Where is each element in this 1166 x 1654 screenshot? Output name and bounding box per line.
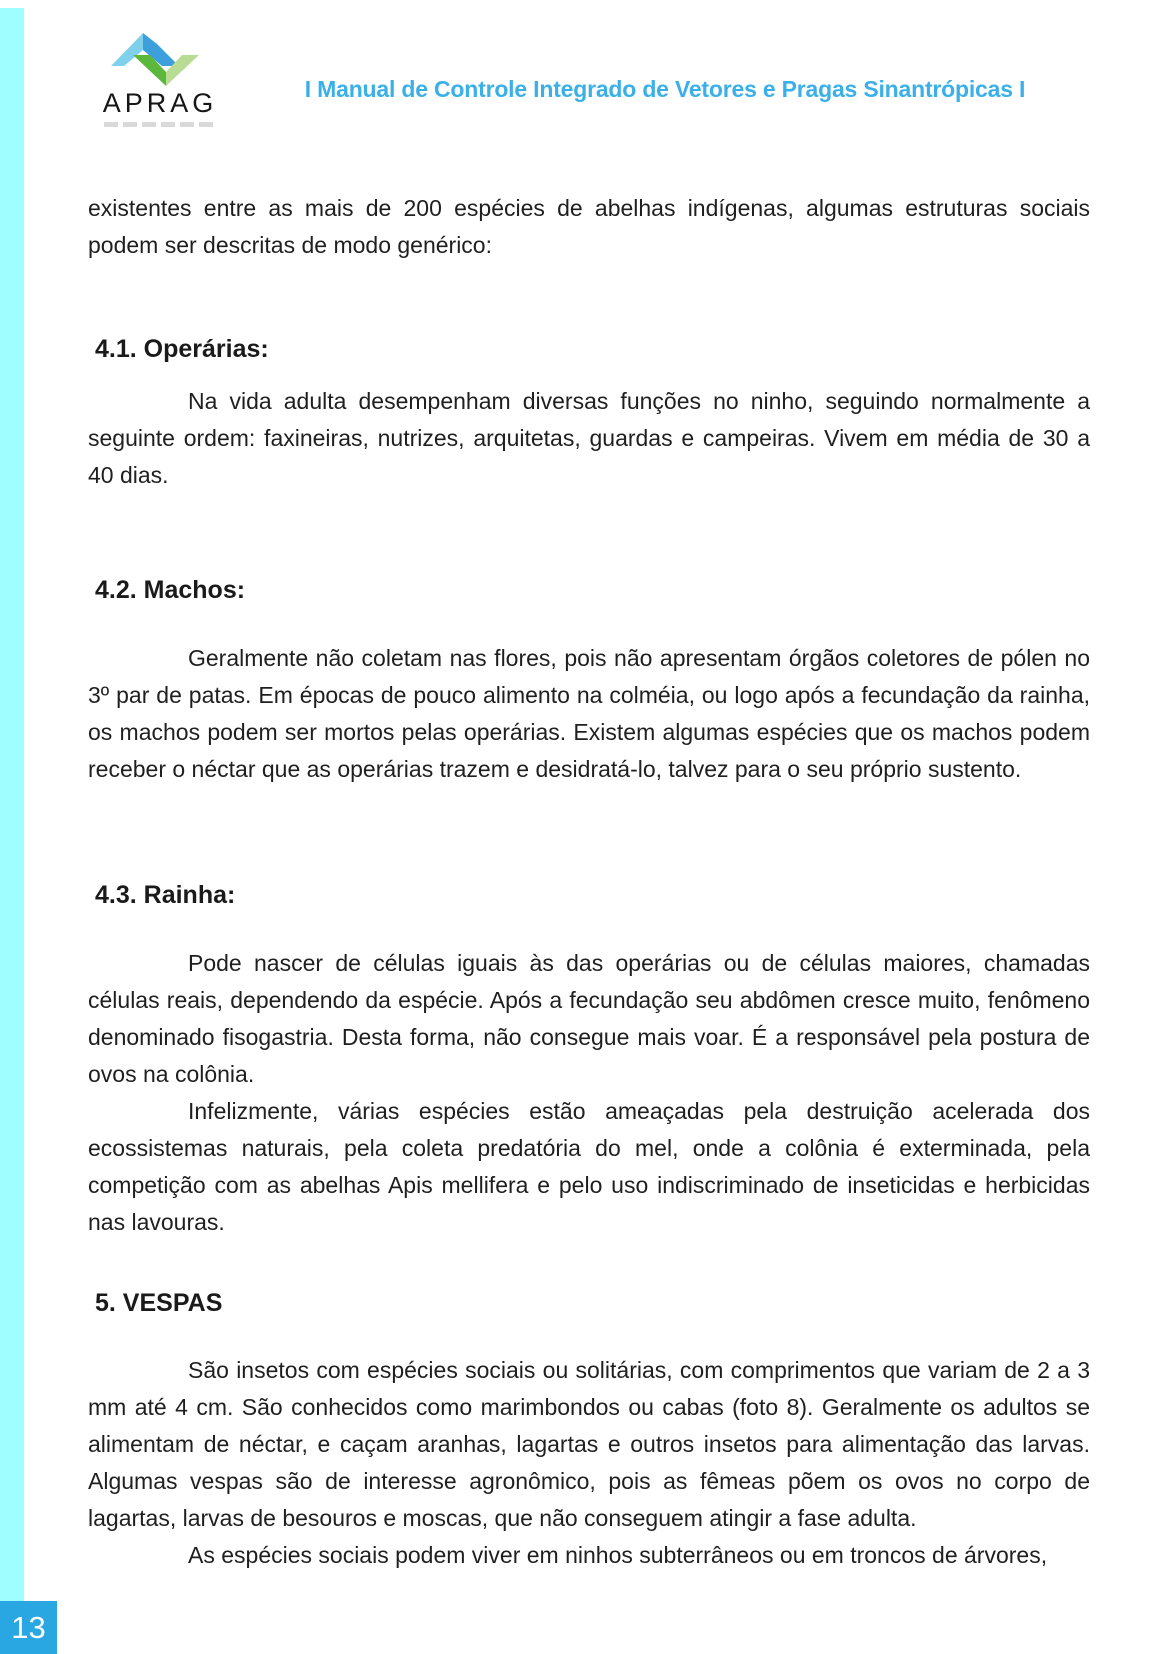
paragraph: Infelizmente, várias espécies estão ameaçadas pela destruição acelerada dos ecossistemas naturais, pela coleta predatória do mel, onde a colônia é exterminada, pela competição com as abelhas Apis mellifera e pelo uso indiscriminado de inseticidas e herbicidas nas lavouras.: [88, 1098, 1090, 1235]
paragraph: Na vida adulta desempenham diversas funções no ninho, seguindo normalmente a seguinte ordem: faxineiras, nutrizes, arquitetas, guardas e campeiras. Vivem em média de 30 a 40 dias.: [88, 388, 1090, 488]
aprag-logo-text: APRAG: [102, 88, 218, 118]
section-vespas: [88, 1352, 1090, 1574]
left-accent-stripe: [0, 8, 24, 1601]
section-heading-vespas: 5. VESPAS: [95, 1289, 223, 1317]
page-number-badge: 13: [0, 1601, 57, 1654]
intro-paragraph: existentes entre as mais de 200 espécies de abelhas indígenas, algumas estruturas sociais podem ser descritas de modo genérico:: [88, 195, 1090, 258]
document-title: I Manual de Controle Integrado de Vetores e Pragas Sinantrópicas I: [304, 76, 1026, 102]
aprag-logo: [100, 28, 220, 127]
section-machos: [88, 640, 1090, 788]
paragraph: Geralmente não coletam nas flores, pois não apresentam órgãos coletores de pólen no 3º par de patas. Em épocas de pouco alimento na colméia, ou logo após a fecundação da rainha, os machos podem ser mortos pelas operárias. Existem algumas espécies que os machos podem receber o néctar que as operárias trazem e desidratá-lo, talvez para o seu próprio sustento.: [88, 645, 1090, 782]
section-rainha: [88, 945, 1090, 1241]
section-heading-machos: 4.2. Machos:: [95, 576, 246, 604]
section-heading-rainha: 4.3. Rainha:: [95, 881, 236, 909]
paragraph: São insetos com espécies sociais ou solitárias, com comprimentos que variam de 2 a 3 mm até 4 cm. São conhecidos como marimbondos ou cabas (foto 8). Geralmente os adultos se alimentam de néctar, e caçam aranhas, lagartas e outros insetos para alimentação das larvas. Algumas vespas são de interesse agronômico, pois as fêmeas põem os ovos no corpo de lagartas, larvas de besouros e moscas, que não conseguem atingir a fase adulta.: [88, 1357, 1090, 1531]
paragraph: As espécies sociais podem viver em ninhos subterrâneos ou em troncos de árvores,: [188, 1542, 1048, 1568]
aprag-logo-tagline: [104, 122, 216, 127]
aprag-logo-icon: [105, 28, 215, 86]
paragraph: Pode nascer de células iguais às das operárias ou de células maiores, chamadas células reais, dependendo da espécie. Após a fecundação seu abdômen cresce muito, fenômeno denominado fisogastria. Desta forma, não consegue mais voar. É a responsável pela postura de ovos na colônia.: [88, 950, 1090, 1087]
section-heading-operarias: 4.1. Operárias:: [95, 335, 269, 363]
section-operarias: [88, 383, 1090, 494]
